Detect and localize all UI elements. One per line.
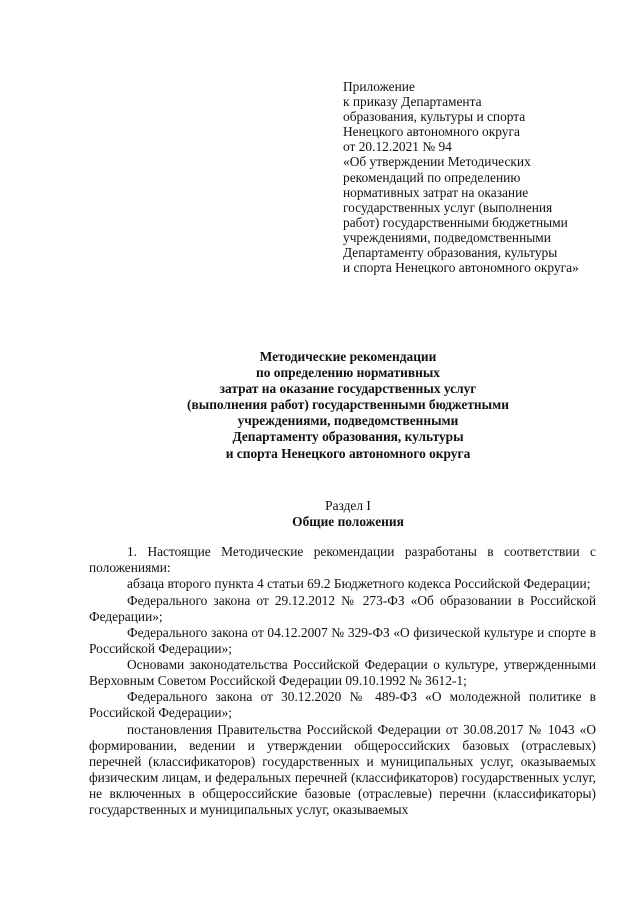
paragraph: Федерального закона от 30.12.2020 № 489-ФЗ «О молодежной политике в Российской Федерации»;	[89, 689, 596, 721]
title-line: по определению нормативных	[256, 365, 440, 381]
appendix-header	[343, 79, 633, 275]
appendix-line: и спорта Ненецкого автономного округа»	[343, 260, 579, 276]
appendix-line: «Об утверждении Методических	[343, 154, 531, 170]
title-line: и спорта Ненецкого автономного округа	[225, 445, 471, 461]
appendix-line: Ненецкого автономного округа	[343, 124, 520, 140]
paragraph: 1. Настоящие Методические рекомендации разработаны в соответствии с положениями:	[89, 544, 596, 575]
section-heading	[120, 498, 576, 530]
title-line: (выполнения работ) государственными бюджетными	[187, 397, 509, 413]
title-line: Методические рекомендации	[259, 349, 437, 364]
appendix-line: Департаменту образования, культуры	[343, 245, 558, 261]
document-title	[120, 349, 576, 462]
paragraph: абзаца второго пункта 4 статьи 69.2 Бюджетного кодекса Российской Федерации;	[127, 576, 591, 592]
section-name: Общие положения	[292, 514, 404, 529]
paragraph: Основами законодательства Российской Федерации о культуре, утвержденными Верховным Советом Российской Федерации 09.10.1992 № 3612-1;	[89, 657, 596, 689]
title-line: затрат на оказание государственных услуг	[219, 381, 477, 397]
appendix-line: государственных услуг (выполнения	[343, 199, 553, 215]
appendix-line: нормативных затрат на оказание	[343, 184, 529, 200]
paragraph: Федерального закона от 29.12.2012 № 273-ФЗ «Об образовании в Российской Федерации»;	[89, 592, 596, 624]
paragraph: Федерального закона от 04.12.2007 № 329-ФЗ «О физической культуре и спорте в Российской Федерации»;	[89, 624, 596, 656]
title-line: Департаменту образования, культуры	[232, 429, 464, 445]
title-line: учреждениями, подведомственными	[237, 413, 459, 429]
appendix-line: учреждениями, подведомственными	[343, 229, 551, 245]
section-number: Раздел I	[325, 498, 371, 513]
appendix-line: к приказу Департамента	[343, 94, 482, 110]
appendix-line: Приложение	[343, 79, 415, 94]
appendix-line: работ) государственными бюджетными	[343, 214, 568, 230]
appendix-line: рекомендаций по определению	[343, 169, 521, 185]
body-text	[89, 544, 596, 818]
paragraph: постановления Правительства Российской Федерации от 30.08.2017 № 1043 «О формировании, ведении и утверждении общероссийских базовых (отраслевых) перечней (классификаторов) государственных и муниципальных услуг, оказываемых физическим лицам, и федеральных перечней (классификаторов) государственных услуг, не включенных в общероссийские базовые (отраслевые) перечни (классификаторы) государственных и муниципальных услуг, оказываемых	[89, 721, 596, 817]
appendix-line: от 20.12.2021 № 94	[343, 139, 452, 155]
appendix-line: образования, культуры и спорта	[343, 109, 526, 125]
